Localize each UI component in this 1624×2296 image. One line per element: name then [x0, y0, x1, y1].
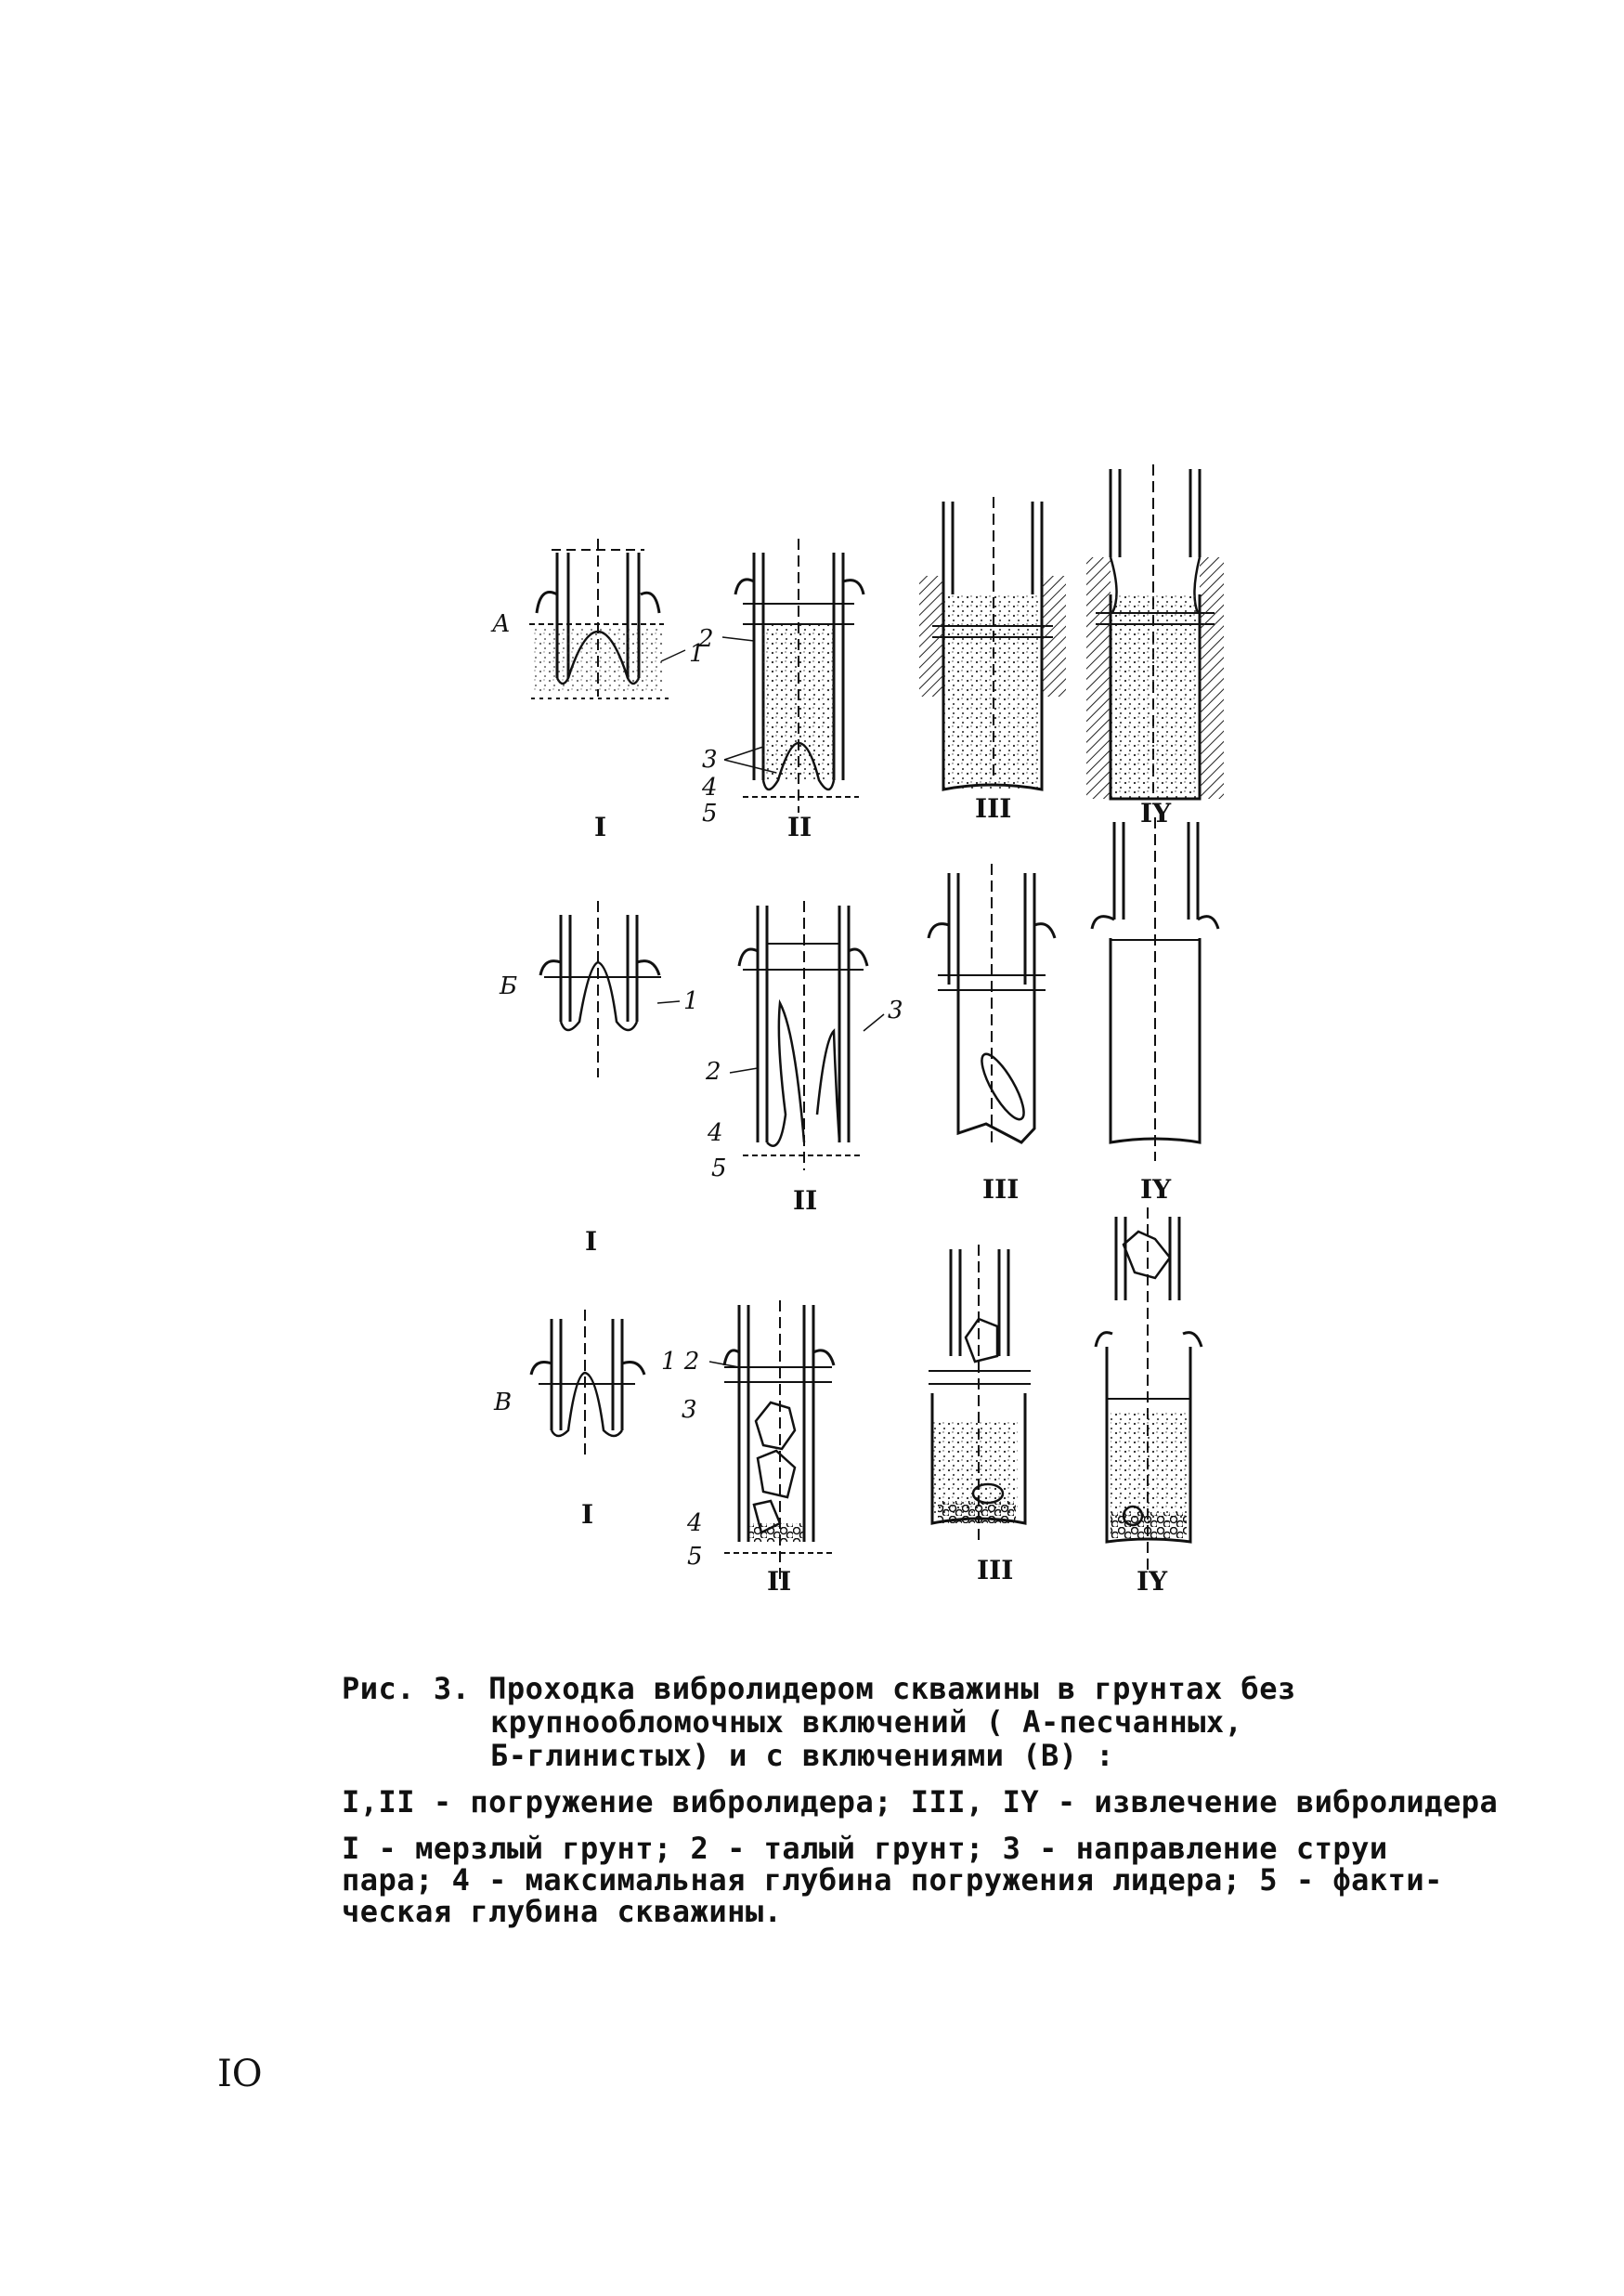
callout-c-4: 4: [687, 1509, 703, 1537]
row-label-b: Б: [500, 972, 518, 1000]
callout-a-2: 2: [698, 625, 714, 653]
diagram-a-stage-4: [1086, 464, 1224, 799]
caption-stages-line: I,II - погружение вибролидера; III, IY - извлечение вибролидера: [342, 1784, 1499, 1820]
callout-a-4: 4: [702, 774, 718, 802]
caption-legend-line-3: ческая глубина скважины.: [342, 1894, 783, 1929]
stage-label-a-2: II: [787, 812, 812, 842]
diagram-b-stage-1: [540, 901, 661, 1077]
stage-label-b-1: I: [585, 1226, 598, 1257]
caption-legend-line-2: пара; 4 - максимальная глубина погружения лидера; 5 - факти-: [342, 1862, 1443, 1898]
callout-c-5: 5: [687, 1543, 703, 1571]
page-number: IO: [217, 2053, 263, 2095]
caption-title-line-1: Рис. 3. Проходка вибролидером скважины в грунтах без: [342, 1671, 1296, 1706]
diagram-c-stage-4: [1096, 1207, 1202, 1570]
stage-label-c-4: IY: [1137, 1566, 1168, 1597]
callout-b-2: 2: [706, 1058, 721, 1086]
callout-b-5: 5: [711, 1155, 727, 1182]
caption-title-line-2: крупнообломочных включений ( А-песчанных,: [490, 1704, 1243, 1740]
callout-a-3: 3: [702, 746, 718, 774]
diagram-c-stage-2: [724, 1300, 834, 1579]
stage-label-c-1: I: [581, 1499, 594, 1530]
diagram-a-stage-3: [919, 497, 1066, 789]
stage-label-a-4: IY: [1140, 798, 1172, 828]
stage-label-c-2: II: [767, 1566, 792, 1597]
caption-title-line-3: Б-глинистых) и с включениями (В) :: [490, 1738, 1115, 1773]
callout-a-5: 5: [702, 800, 718, 828]
callout-b-3: 3: [888, 997, 903, 1024]
diagram-b-stage-4: [1092, 817, 1218, 1161]
diagram-a-stage-2: [735, 539, 864, 813]
diagram-b-stage-3: [929, 864, 1055, 1142]
stage-label-a-3: III: [975, 793, 1012, 824]
stage-label-b-4: IY: [1140, 1174, 1172, 1205]
diagram-a-stage-1: [529, 539, 669, 698]
callout-b-1: 1: [683, 987, 699, 1015]
stage-label-c-3: III: [977, 1555, 1014, 1585]
stage-label-b-2: II: [793, 1185, 818, 1216]
callout-c-12: 1 2: [661, 1348, 700, 1376]
callout-a-1: 1: [689, 640, 705, 668]
callout-b-4: 4: [708, 1119, 723, 1147]
diagram-c-stage-3: [929, 1245, 1031, 1542]
callout-c-3: 3: [682, 1396, 697, 1424]
diagram-b-stage-2: [739, 901, 867, 1170]
diagram-c-stage-1: [531, 1310, 644, 1458]
stage-label-b-3: III: [982, 1174, 1020, 1205]
row-label-c: В: [494, 1389, 513, 1416]
caption-legend-line-1: I - мерзлый грунт; 2 - талый грунт; 3 - направление струи: [342, 1831, 1388, 1866]
row-label-a: А: [492, 610, 511, 638]
stage-label-a-1: I: [594, 812, 607, 842]
